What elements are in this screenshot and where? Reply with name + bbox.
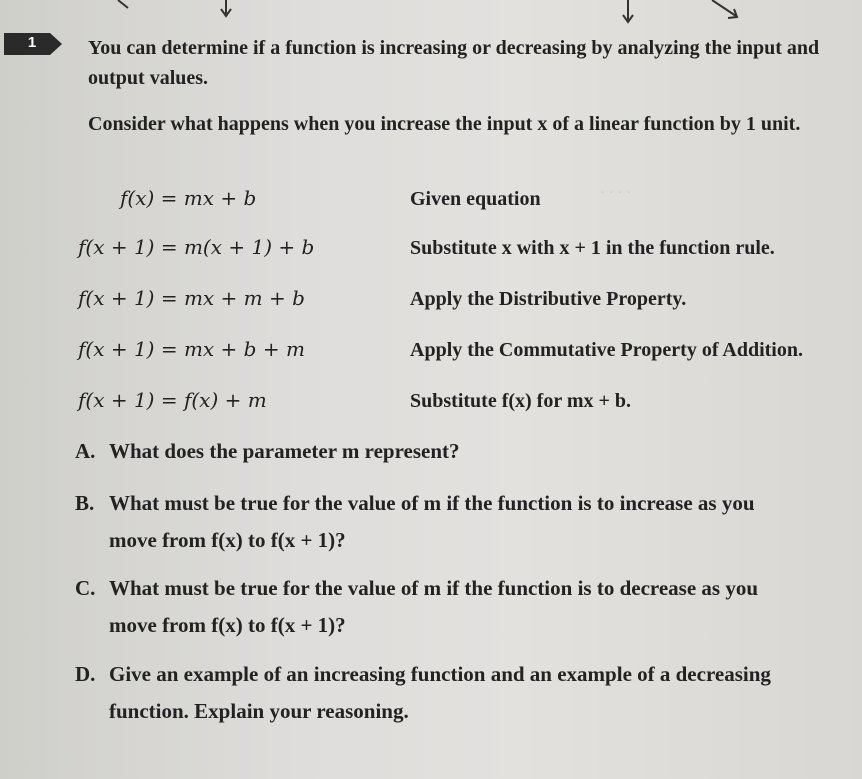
question-text-continued: function. Explain your reasoning. [109,699,409,723]
question-text-continued: move from f(x) to f(x + 1)? [109,613,346,637]
step-equation: f(x + 1) = m(x + 1) + b [78,235,315,259]
step-description: Substitute f(x) for mx + b. [410,390,632,412]
question-text-continued: move from f(x) to f(x + 1)? [109,528,346,552]
consider-text: Consider what happens when you increase the input x of a linear function by 1 unit. [88,113,801,135]
step-description: Apply the Distributive Property. [410,288,687,310]
question-label: B. [75,491,95,515]
question-label: C. [75,576,96,600]
question-text: Give an example of an increasing function and an example of a decreasing [109,662,771,686]
bleed-through-text: · · · · [600,185,632,201]
question-a [75,433,845,470]
step-description: Substitute x with x + 1 in the function rule. [410,237,775,259]
step-description: Given equation [410,188,541,210]
step-equation: f(x + 1) = f(x) + m [78,388,267,412]
step-description: Apply the Commutative Property of Addition. [410,339,803,361]
question-text: What does the parameter m represent? [109,439,460,463]
question-text: What must be true for the value of m if the function is to increase as you [109,491,755,515]
step-equation: f(x + 1) = mx + b + m [78,337,305,361]
problem-number: 1 [27,34,37,51]
step-equation: f(x) = mx + b [120,186,257,210]
intro-text: You can determine if a function is increasing or decreasing by analyzing the input and output values. [88,37,820,89]
question-d [75,656,860,730]
question-b [75,485,855,559]
question-label: A. [75,439,96,463]
question-c [75,570,855,644]
step-equation: f(x + 1) = mx + m + b [78,286,305,310]
question-label: D. [75,662,96,686]
question-text: What must be true for the value of m if the function is to decrease as you [109,576,759,600]
